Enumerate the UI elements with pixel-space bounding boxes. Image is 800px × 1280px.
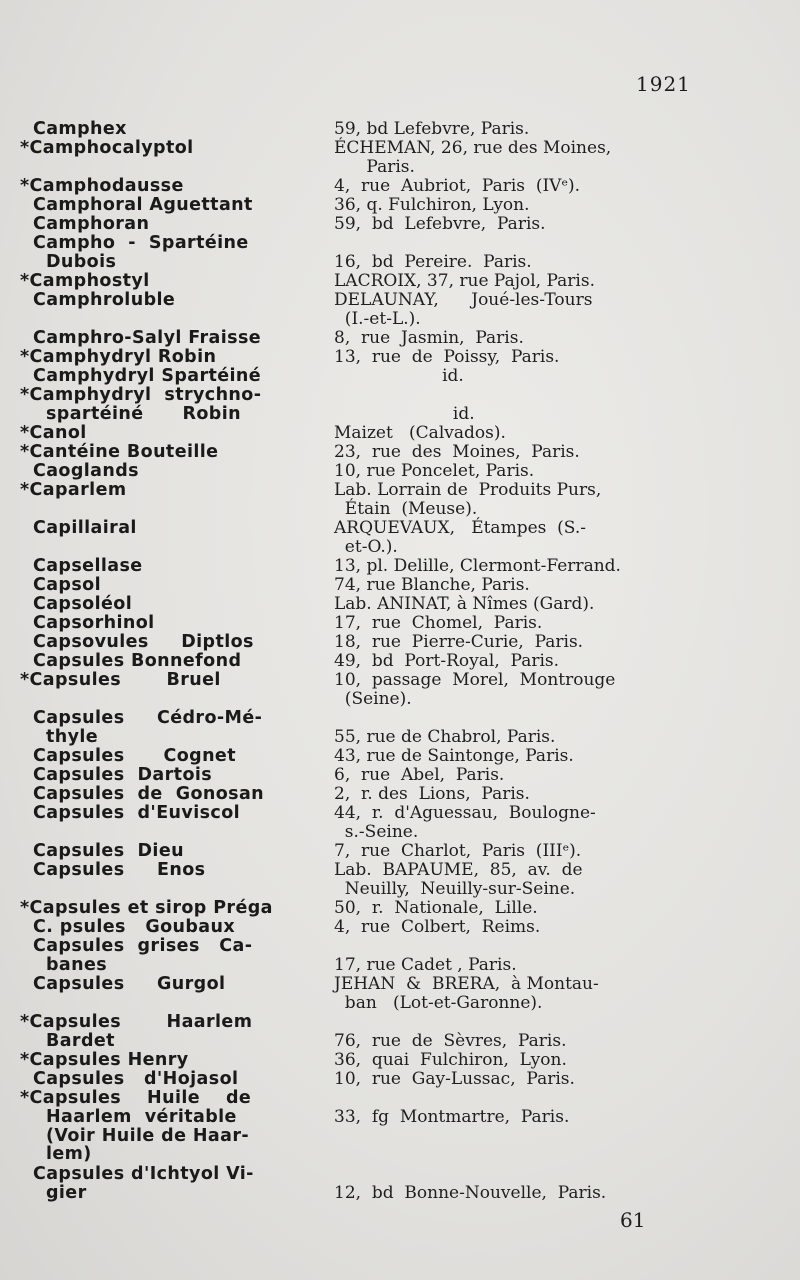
product-name xyxy=(20,1089,318,1164)
directory-entry xyxy=(0,119,800,139)
product-name-line: *Capsules Huile de xyxy=(20,1088,252,1108)
directory-entry xyxy=(0,1012,800,1051)
maker-address-line: 6, rue Abel, Paris. xyxy=(334,765,505,785)
maker-address-line xyxy=(334,937,700,956)
product-name xyxy=(20,329,318,348)
maker-address-line: 4, rue Aubriot, Paris (IVᵉ). xyxy=(334,176,581,196)
maker-address-line: 74, rue Blanche, Paris. xyxy=(334,575,530,595)
maker-address xyxy=(334,177,700,196)
product-name xyxy=(20,481,318,500)
maker-address-line: 13, rue de Poissy, Paris. xyxy=(334,347,560,367)
directory-entry xyxy=(0,860,800,899)
product-name-line: *Capsules Bruel xyxy=(20,670,221,690)
maker-address-line: 8, rue Jasmin, Paris. xyxy=(334,328,524,348)
maker-address-line: 10, rue Poncelet, Paris. xyxy=(334,461,535,481)
directory-entry xyxy=(0,366,800,386)
directory-entry xyxy=(0,746,800,766)
directory-entry xyxy=(0,841,800,861)
maker-address-line: 10, rue Gay-Lussac, Paris. xyxy=(334,1069,575,1089)
product-name xyxy=(20,519,318,538)
maker-address-line xyxy=(334,386,700,405)
maker-address-line: id. xyxy=(334,403,475,424)
product-name xyxy=(20,557,318,576)
directory-entry xyxy=(0,442,800,462)
product-name xyxy=(20,595,318,614)
product-name-line: Capsules Cognet xyxy=(20,746,236,766)
directory-entry xyxy=(0,480,800,519)
maker-address xyxy=(334,1089,700,1127)
product-name xyxy=(20,234,318,272)
directory-entry xyxy=(0,423,800,443)
directory-entry xyxy=(0,328,800,348)
product-name xyxy=(20,918,318,937)
product-name-line: *Canol xyxy=(20,423,87,443)
maker-address-line: 7, rue Charlot, Paris (IIIᵉ). xyxy=(334,841,582,861)
product-name-line: *Camphydryl strychno- xyxy=(20,385,262,405)
product-name xyxy=(20,975,318,994)
maker-address xyxy=(334,215,700,234)
maker-address-line: ARQUEVAUX, Étampes (S.- xyxy=(334,518,586,538)
directory-entry xyxy=(0,651,800,671)
maker-address xyxy=(334,367,700,386)
maker-address-line: 36, quai Fulchiron, Lyon. xyxy=(334,1050,567,1070)
product-name xyxy=(20,367,318,386)
maker-address-line: 33, fg Montmartre, Paris. xyxy=(334,1106,570,1127)
directory-entry xyxy=(0,556,800,576)
product-name xyxy=(20,196,318,215)
product-name-line: Caoglands xyxy=(20,461,139,481)
maker-address xyxy=(334,1165,700,1203)
product-name xyxy=(20,272,318,291)
product-name-line: Bardet xyxy=(20,1030,115,1051)
product-name xyxy=(20,785,318,804)
product-name-line: Capsules de Gonosan xyxy=(20,784,265,804)
maker-address xyxy=(334,937,700,975)
product-name-line: Capsules Enos xyxy=(20,860,206,880)
product-name xyxy=(20,424,318,443)
product-name-line: Capsules grises Ca- xyxy=(20,936,253,956)
maker-address xyxy=(334,633,700,652)
maker-address-line xyxy=(334,709,700,728)
product-name xyxy=(20,177,318,196)
directory-entry xyxy=(0,898,800,918)
maker-address xyxy=(334,462,700,481)
product-name-line: *Camphocalyptol xyxy=(20,138,194,158)
product-name xyxy=(20,937,318,975)
maker-address xyxy=(334,443,700,462)
maker-address-line: ban (Lot-et-Garonne). xyxy=(334,992,543,1013)
maker-address xyxy=(334,234,700,272)
product-name xyxy=(20,348,318,367)
product-name-line: Camphoran xyxy=(20,214,150,234)
product-name-line: Haarlem véritable xyxy=(20,1106,237,1127)
product-name xyxy=(20,652,318,671)
directory-entry xyxy=(0,1164,800,1203)
maker-address xyxy=(334,842,700,861)
product-name-line: *Camphodausse xyxy=(20,176,184,196)
directory-entry xyxy=(0,290,800,329)
product-name-line: Capsules Dieu xyxy=(20,841,184,861)
product-name-line: *Camphydryl Robin xyxy=(20,347,217,367)
maker-address-line xyxy=(334,234,700,253)
maker-address-line: 17, rue Cadet , Paris. xyxy=(334,954,517,975)
directory-entry xyxy=(0,594,800,614)
directory-entry xyxy=(0,518,800,557)
maker-address-line: 59, bd Lefebvre, Paris. xyxy=(334,119,530,139)
page-year: 1921 xyxy=(636,72,691,96)
maker-address-line xyxy=(334,1013,700,1032)
product-name-line: Capsules d'Hojasol xyxy=(20,1069,239,1089)
maker-address-line: Lab. Lorrain de Produits Purs, xyxy=(334,480,602,500)
maker-address-line: 76, rue de Sèvres, Paris. xyxy=(334,1030,567,1051)
product-name-line: Campho - Spartéine xyxy=(20,233,249,253)
directory-entry xyxy=(0,214,800,234)
maker-address xyxy=(334,1013,700,1051)
directory-entry xyxy=(0,1088,800,1165)
product-name xyxy=(20,842,318,861)
directory-entry xyxy=(0,936,800,975)
directory-entry xyxy=(0,917,800,937)
maker-address-line: 23, rue des Moines, Paris. xyxy=(334,442,580,462)
product-name xyxy=(20,120,318,139)
product-name xyxy=(20,291,318,310)
product-name-line: Capillairal xyxy=(20,518,137,538)
directory-entry xyxy=(0,138,800,177)
maker-address-line: 59, bd Lefebvre, Paris. xyxy=(334,214,546,234)
product-name xyxy=(20,747,318,766)
maker-address xyxy=(334,329,700,348)
product-name-line: Camphroluble xyxy=(20,290,176,310)
product-name-line: thyle xyxy=(20,726,99,747)
maker-address xyxy=(334,671,700,709)
maker-address-line: (Seine). xyxy=(334,688,412,709)
product-name xyxy=(20,671,318,690)
maker-address-line: s.-Seine. xyxy=(334,821,419,842)
maker-address xyxy=(334,804,700,842)
maker-address-line: 55, rue de Chabrol, Paris. xyxy=(334,726,556,747)
maker-address xyxy=(334,272,700,291)
product-name xyxy=(20,899,318,918)
product-name xyxy=(20,386,318,424)
maker-address xyxy=(334,614,700,633)
product-name xyxy=(20,1165,318,1203)
maker-address-line: Lab. BAPAUME, 85, av. de xyxy=(334,860,583,880)
maker-address-line: 13, pl. Delille, Clermont-Ferrand. xyxy=(334,556,621,576)
maker-address-line: 12, bd Bonne-Nouvelle, Paris. xyxy=(334,1182,607,1203)
product-name-line: Capsol xyxy=(20,575,102,595)
maker-address-line: LACROIX, 37, rue Pajol, Paris. xyxy=(334,271,595,291)
maker-address xyxy=(334,291,700,329)
product-name xyxy=(20,215,318,234)
maker-address xyxy=(334,747,700,766)
product-name-line: lem) xyxy=(20,1144,92,1165)
maker-address-line: Neuilly, Neuilly-sur-Seine. xyxy=(334,878,576,899)
product-name xyxy=(20,766,318,785)
maker-address xyxy=(334,519,700,557)
product-name-line: Capsules d'Ichtyol Vi- xyxy=(20,1164,254,1184)
product-name-line: Camphoral Aguettant xyxy=(20,195,253,215)
product-name xyxy=(20,804,318,823)
maker-address xyxy=(334,424,700,443)
directory-entry xyxy=(0,708,800,747)
maker-address-line: 50, r. Nationale, Lille. xyxy=(334,898,538,918)
product-name-line: Capsovules Diptlos xyxy=(20,632,254,652)
directory-entry xyxy=(0,784,800,804)
maker-address-line: 10, passage Morel, Montrouge xyxy=(334,670,616,690)
maker-address-line: et-O.). xyxy=(334,536,398,557)
page-number: 61 xyxy=(620,1208,646,1232)
maker-address-line: 4, rue Colbert, Reims. xyxy=(334,917,541,937)
maker-address xyxy=(334,918,700,937)
product-name xyxy=(20,614,318,633)
product-name-line: Capsules Bonnefond xyxy=(20,651,242,671)
directory-entry xyxy=(0,233,800,272)
directory-entry xyxy=(0,1069,800,1089)
maker-address xyxy=(334,652,700,671)
product-name-line: Capsules Cédro-Mé- xyxy=(20,708,263,728)
maker-address xyxy=(334,139,700,177)
directory-entry xyxy=(0,461,800,481)
product-name-line: Capsules Gurgol xyxy=(20,974,226,994)
maker-address xyxy=(334,120,700,139)
maker-address-line: id. xyxy=(334,366,464,386)
directory-entry xyxy=(0,765,800,785)
maker-address xyxy=(334,1051,700,1070)
product-name-line: spartéiné Robin xyxy=(20,403,241,424)
product-name xyxy=(20,861,318,880)
maker-address-line: 43, rue de Saintonge, Paris. xyxy=(334,746,574,766)
product-name-line: *Cantéine Bouteille xyxy=(20,442,219,462)
maker-address-line: ÉCHEMAN, 26, rue des Moines, xyxy=(334,138,612,158)
maker-address-line: 18, rue Pierre-Curie, Paris. xyxy=(334,632,584,652)
product-name-line: Capsoléol xyxy=(20,594,133,614)
maker-address xyxy=(334,196,700,215)
product-name-line: Capsules Dartois xyxy=(20,765,213,785)
maker-address-line: 49, bd Port-Royal, Paris. xyxy=(334,651,560,671)
maker-address xyxy=(334,595,700,614)
maker-address-line: 36, q. Fulchiron, Lyon. xyxy=(334,195,530,215)
directory-entry xyxy=(0,271,800,291)
product-name-line: Camphex xyxy=(20,119,127,139)
maker-address xyxy=(334,557,700,576)
maker-address-line: 44, r. d'Aguessau, Boulogne- xyxy=(334,803,596,823)
product-name-line: gier xyxy=(20,1182,87,1203)
maker-address xyxy=(334,481,700,519)
directory-entry xyxy=(0,670,800,709)
product-name-line: Capsules d'Euviscol xyxy=(20,803,241,823)
product-name xyxy=(20,443,318,462)
directory-entry xyxy=(0,632,800,652)
product-name-line: *Capsules Henry xyxy=(20,1050,189,1070)
maker-address-line: 16, bd Pereire. Paris. xyxy=(334,251,532,272)
maker-address xyxy=(334,709,700,747)
product-name-line: banes xyxy=(20,954,108,975)
product-name xyxy=(20,1051,318,1070)
product-name xyxy=(20,139,318,158)
directory-entry xyxy=(0,575,800,595)
maker-address xyxy=(334,899,700,918)
maker-address-line: DELAUNAY, Joué-les-Tours xyxy=(334,290,593,310)
maker-address-line: Paris. xyxy=(334,156,415,177)
product-name xyxy=(20,576,318,595)
product-name xyxy=(20,462,318,481)
directory-entry xyxy=(0,803,800,842)
maker-address xyxy=(334,785,700,804)
directory-entry xyxy=(0,176,800,196)
maker-address-line: Maizet (Calvados). xyxy=(334,423,506,443)
maker-address xyxy=(334,386,700,424)
directory-entry xyxy=(0,195,800,215)
maker-address-line: (I.-et-L.). xyxy=(334,308,421,329)
maker-address xyxy=(334,576,700,595)
product-name-line: *Camphostyl xyxy=(20,271,150,291)
product-name xyxy=(20,1013,318,1051)
maker-address xyxy=(334,861,700,899)
directory-entry xyxy=(0,1050,800,1070)
directory-entry xyxy=(0,974,800,1013)
product-name xyxy=(20,709,318,747)
maker-address xyxy=(334,766,700,785)
maker-address-line xyxy=(334,1089,700,1108)
product-name xyxy=(20,1070,318,1089)
maker-address xyxy=(334,1070,700,1089)
product-name-line: *Capsules et sirop Préga xyxy=(20,898,273,918)
maker-address-line: 2, r. des Lions, Paris. xyxy=(334,784,530,804)
product-name-line: Camphro-Salyl Fraisse xyxy=(20,328,262,348)
directory-entry xyxy=(0,347,800,367)
maker-address xyxy=(334,348,700,367)
product-name-line: Camphydryl Spartéiné xyxy=(20,366,262,386)
directory-entry xyxy=(0,385,800,424)
product-name-line: C. psules Goubaux xyxy=(20,917,236,937)
directory-entry xyxy=(0,613,800,633)
product-name-line: *Caparlem xyxy=(20,480,127,500)
product-name-line: Dubois xyxy=(20,251,117,272)
maker-address-line xyxy=(334,1165,700,1184)
product-name-line: *Capsules Haarlem xyxy=(20,1012,253,1032)
maker-address-line: Étain (Meuse). xyxy=(334,498,478,519)
product-name xyxy=(20,633,318,652)
product-name-line: (Voir Huile de Haar- xyxy=(20,1125,250,1146)
maker-address-line: JEHAN & BRERA, à Montau- xyxy=(334,974,599,994)
product-name-line: Capsorhinol xyxy=(20,613,155,633)
maker-address-line: 17, rue Chomel, Paris. xyxy=(334,613,543,633)
maker-address-line: Lab. ANINAT, à Nîmes (Gard). xyxy=(334,594,595,614)
maker-address xyxy=(334,975,700,1013)
product-name-line: Capsellase xyxy=(20,556,143,576)
